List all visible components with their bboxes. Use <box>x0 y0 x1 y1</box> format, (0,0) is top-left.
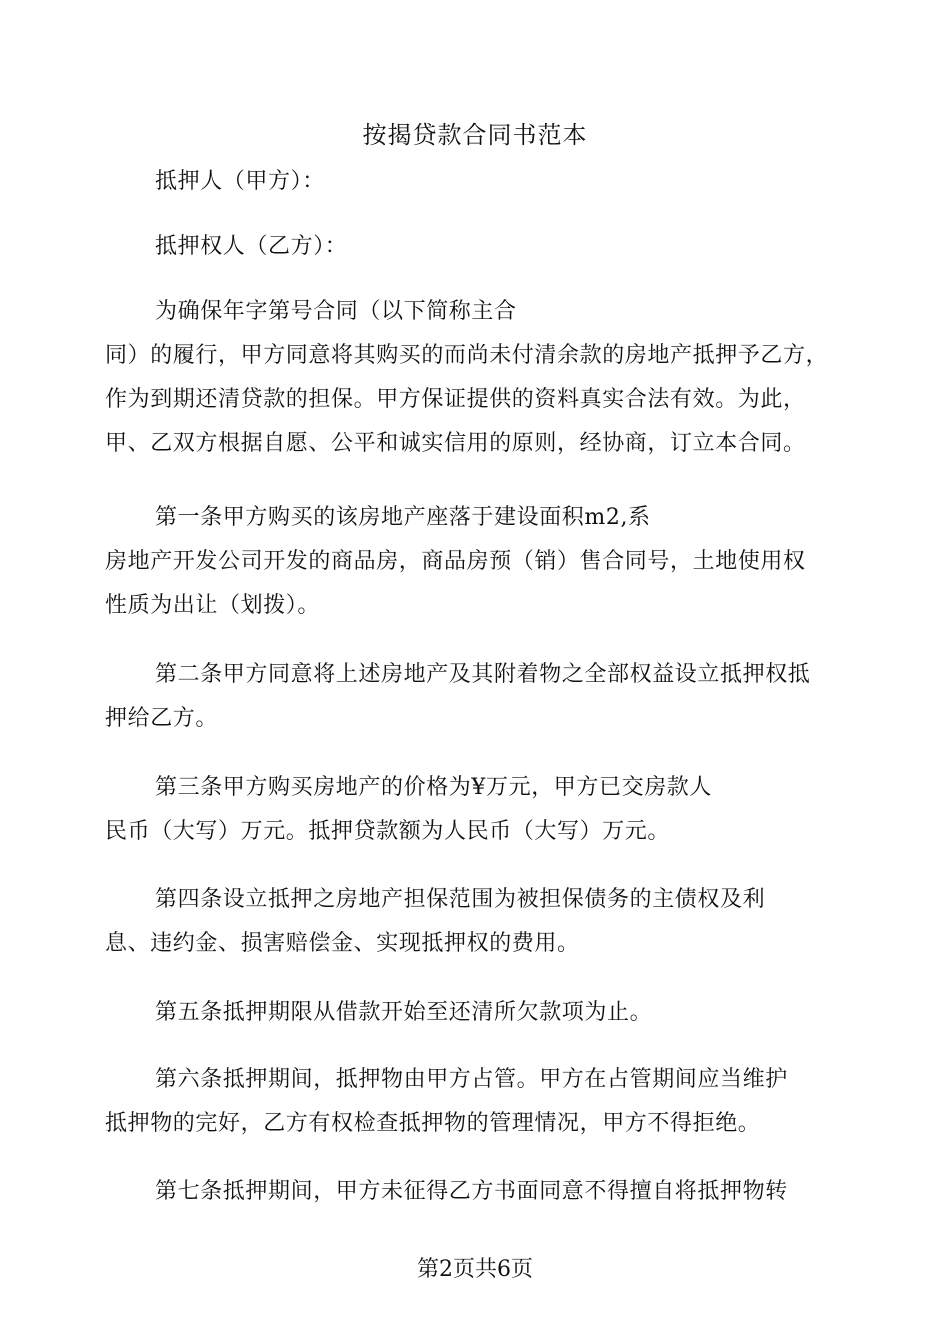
page-number: 第2页共6页 <box>417 1257 533 1282</box>
paragraph-line: 第三条甲方购买房地产的价格为¥万元，甲方已交房款人 <box>155 775 712 800</box>
paragraph-line: 第二条甲方同意将上述房地产及其附着物之全部权益设立抵押权抵 <box>155 662 811 687</box>
paragraph-line: 抵押物的完好，乙方有权检查抵押物的管理情况，甲方不得拒绝。 <box>105 1111 761 1136</box>
paragraph-line: 第七条抵押期间，甲方未征得乙方书面同意不得擅自将抵押物转 <box>155 1179 788 1204</box>
paragraph-line: 息、违约金、损害赔偿金、实现抵押权的费用。 <box>105 931 580 956</box>
paragraph-line: 第一条甲方购买的该房地产座落于建设面积m2,系 <box>155 505 651 530</box>
paragraph-line: 性质为出让（划拨）。 <box>105 593 321 618</box>
mortgagee-label: 抵押权人（乙方）： <box>155 234 348 259</box>
article-5 <box>105 991 855 1035</box>
paragraph-line: 房地产开发公司开发的商品房，商品房预（销）售合同号，土地使用权 <box>105 549 806 574</box>
article-2 <box>105 653 855 741</box>
mortgagor-line <box>105 160 855 204</box>
intro-paragraph <box>105 290 855 466</box>
paragraph-line: 同）的履行，甲方同意将其购买的而尚未付清余款的房地产抵押予乙方， <box>105 343 829 368</box>
paragraph-line: 第四条设立抵押之房地产担保范围为被担保债务的主债权及利 <box>155 887 766 912</box>
article-3 <box>105 766 855 854</box>
mortgagee-line <box>105 225 855 269</box>
document-title: 按揭贷款合同书范本 <box>362 121 588 149</box>
paragraph-line: 甲、乙双方根据自愿、公平和诚实信用的原则，经协商，订立本合同。 <box>105 431 806 456</box>
paragraph-line: 第六条抵押期间，抵押物由甲方占管。甲方在占管期间应当维护 <box>155 1067 788 1092</box>
article-1 <box>105 496 855 628</box>
mortgagor-label: 抵押人（甲方）： <box>155 169 325 194</box>
paragraph-line: 第五条抵押期限从借款开始至还清所欠款项为止。 <box>155 1000 653 1025</box>
article-7 <box>105 1170 855 1214</box>
paragraph-line: 押给乙方。 <box>105 706 219 731</box>
paragraph-line: 民币（大写）万元。抵押贷款额为人民币（大写）万元。 <box>105 819 671 844</box>
article-6 <box>105 1058 855 1146</box>
paragraph-line: 作为到期还清贷款的担保。甲方保证提供的资料真实合法有效。为此， <box>105 387 806 412</box>
article-4 <box>105 878 855 966</box>
paragraph-line: 为确保年字第号合同（以下简称主合 <box>155 299 517 324</box>
